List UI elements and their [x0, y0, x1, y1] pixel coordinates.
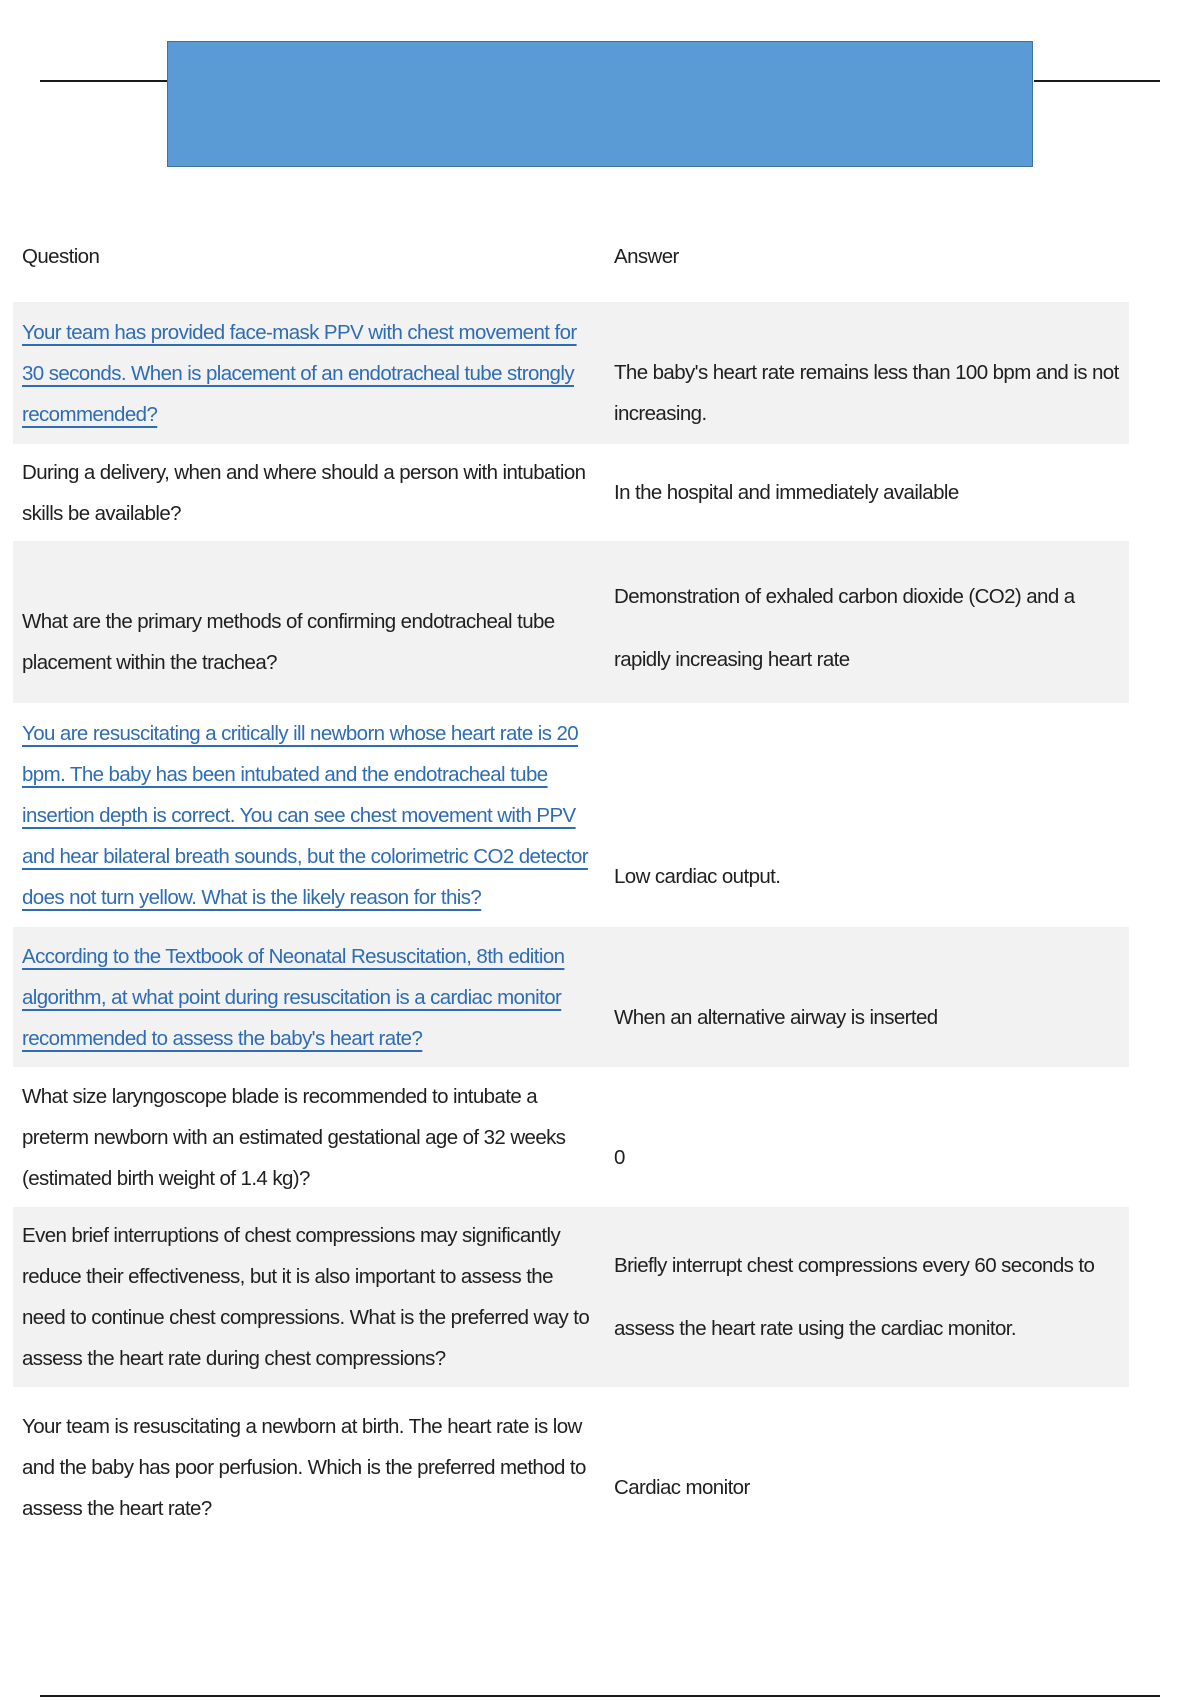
question-cell: What are the primary methods of confirming endotracheal tube placement within the trachea?	[22, 610, 555, 674]
top-rule-left	[40, 80, 168, 82]
question-cell	[13, 936, 610, 1059]
question-cell: Even brief interruptions of chest compressions may significantly reduce their effectiveness, but it is also important to assess the need to continue chest compressions. What is the preferred way to assess the heart rate during chest compressions?	[22, 1224, 590, 1370]
table-row	[13, 1067, 1129, 1207]
question-cell	[13, 312, 610, 435]
answer-cell: In the hospital and immediately available	[614, 481, 959, 504]
qa-table	[13, 210, 1129, 1547]
table-header	[13, 210, 1129, 302]
table-row	[13, 444, 1129, 541]
answer-cell: Demonstration of exhaled carbon dioxide (CO2) and a rapidly increasing heart rate	[614, 585, 1075, 671]
question-cell: Your team is resuscitating a newborn at birth. The heart rate is low and the baby has poor perfusion. Which is the preferred method to assess the heart rate?	[22, 1414, 586, 1520]
title-banner	[167, 41, 1033, 167]
table-row	[13, 302, 1129, 444]
top-rule-right	[1034, 80, 1160, 82]
question-link[interactable]: Your team has provided face-mask PPV with chest movement for 30 seconds. When is placement of an endotracheal tube strongly recommended?	[22, 320, 577, 426]
bottom-rule	[40, 1695, 1160, 1697]
answer-cell: When an alternative airway is inserted	[614, 1005, 938, 1029]
question-link[interactable]: According to the Textbook of Neonatal Resuscitation, 8th edition algorithm, at what point during resuscitation is a cardiac monitor recommended to assess the baby's heart rate?	[22, 944, 565, 1050]
question-column-header: Question	[22, 244, 100, 268]
question-cell: During a delivery, when and where should a person with intubation skills be available?	[22, 460, 586, 525]
answer-cell: The baby's heart rate remains less than 100 bpm and is not increasing.	[614, 361, 1119, 425]
question-link[interactable]: You are resuscitating a critically ill newborn whose heart rate is 20 bpm. The baby has been intubated and the endotracheal tube insertion depth is correct. You can see chest movement with PPV and hear bilateral breath sounds, but the colorimetric CO2 detector does not turn yellow. What is the likely reason for this?	[22, 721, 589, 909]
table-row	[13, 1387, 1129, 1547]
table-row	[13, 1207, 1129, 1387]
table-row	[13, 703, 1129, 927]
table-row	[13, 927, 1129, 1067]
question-cell	[13, 713, 610, 918]
answer-cell: 0	[614, 1145, 625, 1169]
table-row	[13, 541, 1129, 703]
answer-cell: Low cardiac output.	[614, 864, 781, 888]
answer-cell: Cardiac monitor	[614, 1475, 750, 1499]
question-cell: What size laryngoscope blade is recommended to intubate a preterm newborn with an estimated gestational age of 32 weeks (estimated birth weight of 1.4 kg)?	[22, 1084, 566, 1190]
answer-cell: Briefly interrupt chest compressions every 60 seconds to assess the heart rate using the cardiac monitor.	[614, 1254, 1095, 1340]
answer-column-header: Answer	[614, 244, 679, 268]
